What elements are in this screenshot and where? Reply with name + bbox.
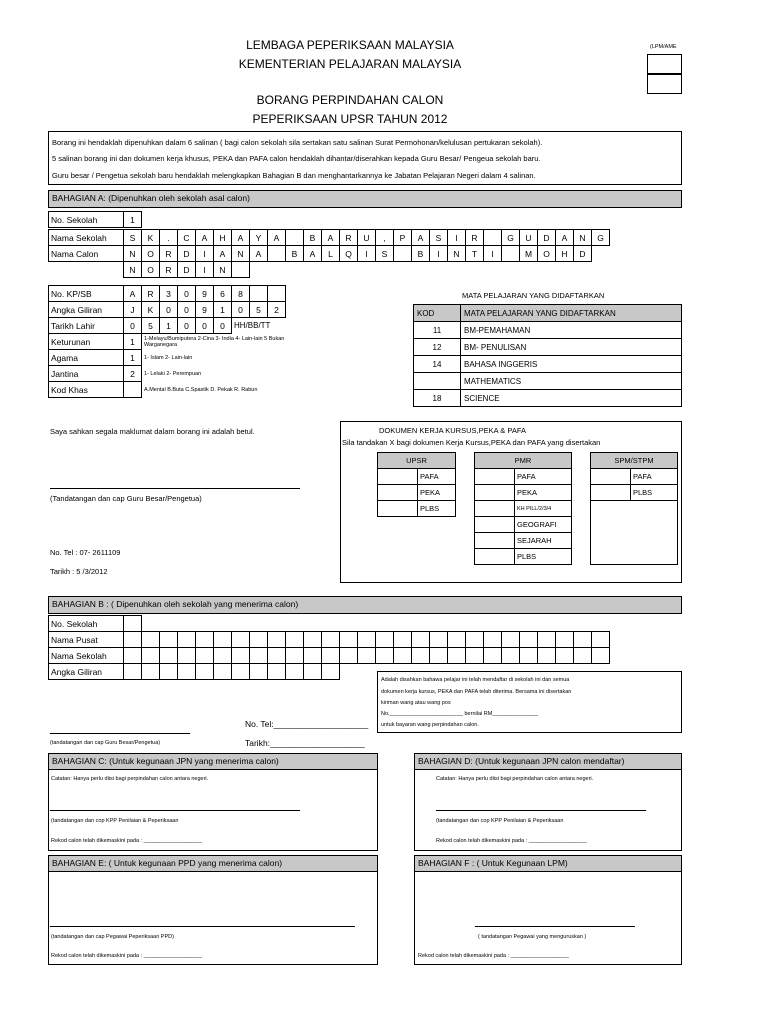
cell[interactable]: [520, 648, 538, 664]
cell[interactable]: S: [430, 230, 448, 246]
cell[interactable]: A: [304, 246, 322, 262]
cell[interactable]: B: [286, 246, 304, 262]
cell[interactable]: [142, 648, 160, 664]
cell[interactable]: N: [574, 230, 592, 246]
cell[interactable]: [430, 648, 448, 664]
cell[interactable]: [412, 632, 430, 648]
cell[interactable]: O: [142, 246, 160, 262]
cell[interactable]: [466, 648, 484, 664]
cell[interactable]: D: [178, 246, 196, 262]
cell[interactable]: 0: [124, 318, 142, 334]
cell[interactable]: 5: [250, 302, 268, 318]
keturunan-note: 1-Melayu/Bumiputera 2-Cina 3- India 4- Lain-lain 5 Bukan Warganegara: [144, 335, 285, 348]
checkbox[interactable]: [591, 469, 631, 485]
cell[interactable]: Q: [340, 246, 358, 262]
label-b-nama-pusat: Nama Pusat: [49, 632, 124, 648]
cell[interactable]: [286, 230, 304, 246]
form-title: BORANG PERPINDAHAN CALON: [256, 93, 444, 107]
label-b-angka-giliran: Angka Giliran: [49, 664, 124, 680]
cell[interactable]: [124, 664, 142, 680]
section-d-note: Catatan: Hanya perlu diisi bagi perpindahan calon antara negeri.: [436, 776, 594, 782]
instruction-line: Borang ini hendaklah dipenuhkan dalam 6 salinan ( bagi calon sekolah sila sertakan satu salinan Surat Permohonan/kelulusan pertukaran sekolah).: [52, 138, 543, 147]
cell[interactable]: [268, 664, 286, 680]
date-format-hint: HH/BB/TT: [234, 321, 271, 331]
cell[interactable]: [304, 648, 322, 664]
label-keturunan: Keturunan: [49, 334, 124, 350]
cell[interactable]: [574, 648, 592, 664]
cell[interactable]: 0: [214, 318, 232, 334]
section-b-title: BAHAGIAN B : ( Dipenuhkan oleh sekolah yang menerima calon): [48, 596, 682, 614]
cell[interactable]: [484, 632, 502, 648]
cell[interactable]: [394, 246, 412, 262]
cell[interactable]: [124, 616, 142, 632]
cell[interactable]: U: [358, 230, 376, 246]
cell[interactable]: [124, 648, 142, 664]
section-c-record: Rekod calon telah dikemaskini pada : ___________________: [51, 838, 202, 844]
notice-line: Adalah disahkan bahawa pelajar ini telah mendaftar di sekolah ini dan semua: [381, 677, 570, 683]
section-a-grid: [48, 211, 142, 228]
cell[interactable]: I: [196, 262, 214, 278]
cell[interactable]: [286, 648, 304, 664]
cell[interactable]: 1: [124, 212, 142, 228]
checkbox[interactable]: [378, 485, 418, 501]
kod-khas-note: A.Mental B.Buta C.Spastik D. Pekak R. Rabun: [144, 386, 258, 393]
cell[interactable]: I: [358, 246, 376, 262]
col-mata-pelajaran: MATA PELAJARAN YANG DIDAFTARKAN: [461, 305, 682, 322]
documents-subtitle: Sila tandakan X bagi dokumen Kerja Kursus,PEKA dan PAFA yang disertakan: [342, 438, 601, 447]
cell[interactable]: G: [502, 230, 520, 246]
doc-label: PAFA: [515, 469, 572, 485]
cell[interactable]: [466, 632, 484, 648]
cell[interactable]: N: [124, 262, 142, 278]
cell[interactable]: [538, 632, 556, 648]
checkbox[interactable]: [591, 485, 631, 501]
cell[interactable]: [250, 286, 268, 302]
section-a-title: BAHAGIAN A: (Dipenuhkan oleh sekolah asal calon): [48, 190, 682, 208]
cell[interactable]: [268, 648, 286, 664]
cell[interactable]: K: [142, 302, 160, 318]
cell[interactable]: O: [538, 246, 556, 262]
cell[interactable]: [358, 632, 376, 648]
cell[interactable]: T: [466, 246, 484, 262]
cell[interactable]: R: [160, 246, 178, 262]
cell[interactable]: [448, 648, 466, 664]
cell[interactable]: A: [196, 230, 214, 246]
checkbox[interactable]: [378, 469, 418, 485]
checkbox[interactable]: [475, 549, 515, 565]
cell[interactable]: M: [520, 246, 538, 262]
section-e-title: BAHAGIAN E: ( Untuk kegunaan PPD yang menerima calon): [48, 855, 378, 872]
checkbox[interactable]: [378, 501, 418, 517]
section-f-title: BAHAGIAN F : ( Untuk Kegunaan LPM): [414, 855, 682, 872]
cell[interactable]: [538, 648, 556, 664]
cell[interactable]: R: [466, 230, 484, 246]
cell[interactable]: Y: [250, 230, 268, 246]
cell[interactable]: [232, 632, 250, 648]
cell[interactable]: [196, 648, 214, 664]
cell[interactable]: [214, 664, 232, 680]
pmr-head: PMR: [475, 453, 572, 469]
notice-line: No.________________________ bernilai RM_______________: [381, 711, 539, 717]
cell[interactable]: [502, 246, 520, 262]
personal-details-grid: [48, 285, 286, 398]
cell[interactable]: [160, 664, 178, 680]
reference-code: (LPM/AME: [650, 44, 677, 50]
cell[interactable]: [268, 246, 286, 262]
col-kod: KOD: [414, 305, 461, 322]
subject-cell: BAHASA INGGERIS: [461, 356, 682, 373]
notice-line: untuk bayaran wang perpindahan calon.: [381, 722, 479, 728]
section-e-signature-label: (tandatangan dan cap Pegawai Peperiksaan PPD): [51, 934, 174, 940]
cell[interactable]: 0: [178, 318, 196, 334]
label-nama-sekolah: Nama Sekolah: [49, 230, 124, 246]
spacer: [591, 501, 678, 565]
label-angka-giliran: Angka Giliran: [49, 302, 124, 318]
cell[interactable]: 0: [178, 302, 196, 318]
cell[interactable]: A: [250, 246, 268, 262]
cell[interactable]: 3: [160, 286, 178, 302]
cell[interactable]: 8: [232, 286, 250, 302]
cell[interactable]: D: [538, 230, 556, 246]
cell[interactable]: [430, 632, 448, 648]
cell[interactable]: [502, 632, 520, 648]
cell[interactable]: [394, 632, 412, 648]
checkbox[interactable]: [475, 501, 515, 517]
signature-line: [50, 488, 300, 489]
cell[interactable]: A: [214, 246, 232, 262]
signature-label: (Tandatangan dan cap Guru Besar/Pengetua): [50, 494, 202, 503]
cell[interactable]: 0: [196, 318, 214, 334]
section-d-title: BAHAGIAN D: (Untuk kegunaan JPN calon mendaftar): [414, 753, 682, 770]
signature-line: [50, 926, 355, 927]
cell[interactable]: N: [214, 262, 232, 278]
checkbox[interactable]: [475, 469, 515, 485]
instruction-line: 5 salinan borang ini dan dokumen kerja khusus, PEKA dan PAFA calon hendaklah dihantar/diserahkan kepada Guru Besar/ Pengeua sekolah baru.: [52, 154, 541, 163]
subject-cell: BM- PENULISAN: [461, 339, 682, 356]
cell[interactable]: [124, 382, 142, 398]
cell[interactable]: I: [484, 246, 502, 262]
cell[interactable]: A: [556, 230, 574, 246]
cell[interactable]: [178, 664, 196, 680]
cell[interactable]: H: [214, 230, 232, 246]
subjects-table: [413, 304, 682, 407]
org-name-2: KEMENTERIAN PELAJARAN MALAYSIA: [238, 57, 462, 71]
subjects-heading: MATA PELAJARAN YANG DIDAFTARKAN: [462, 291, 605, 300]
cell[interactable]: [484, 648, 502, 664]
cell[interactable]: 0: [160, 302, 178, 318]
cell[interactable]: I: [430, 246, 448, 262]
cell[interactable]: 2: [124, 366, 142, 382]
cell[interactable]: B: [412, 246, 430, 262]
cell[interactable]: A: [322, 230, 340, 246]
doc-label: PLBS: [418, 501, 456, 517]
row-no-sekolah: [49, 212, 142, 228]
cell[interactable]: [340, 648, 358, 664]
cell[interactable]: [214, 648, 232, 664]
doc-label: PEKA: [515, 485, 572, 501]
cell[interactable]: [322, 632, 340, 648]
org-name-1: LEMBAGA PEPERIKSAAN MALAYSIA: [246, 38, 454, 52]
cell[interactable]: H: [556, 246, 574, 262]
section-e-record: Rekod calon telah dikemaskini pada : ___________________: [51, 953, 202, 959]
cell[interactable]: 0: [178, 286, 196, 302]
cell[interactable]: 0: [232, 302, 250, 318]
cell[interactable]: S: [124, 230, 142, 246]
nama-sekolah-grid: [48, 229, 610, 278]
cell[interactable]: 9: [196, 286, 214, 302]
spm-table: [590, 452, 678, 565]
label-agama: Agama: [49, 350, 124, 366]
agama-note: 1- Islam 2- Lain-lain: [144, 354, 193, 361]
cell[interactable]: U: [520, 230, 538, 246]
spacer: [49, 262, 124, 278]
section-b-notice: [377, 671, 682, 733]
kod-cell: 11: [414, 322, 461, 339]
telephone: No. Tel : 07- 2611109: [50, 548, 121, 557]
label-nama-calon: Nama Calon: [49, 246, 124, 262]
cell[interactable]: 1: [124, 334, 142, 350]
doc-label: PEKA: [418, 485, 456, 501]
doc-label: PAFA: [631, 469, 678, 485]
documents-title: DOKUMEN KERJA KURSUS,PEKA & PAFA: [379, 426, 526, 435]
cell[interactable]: R: [340, 230, 358, 246]
doc-label: PAFA: [418, 469, 456, 485]
section-f-signature-label: ( tandatangan Pegawai yang menguruskan ): [478, 934, 587, 940]
cell[interactable]: [160, 648, 178, 664]
cell[interactable]: [358, 648, 376, 664]
signature-line: [50, 810, 300, 811]
label-no-sekolah: No. Sekolah: [49, 212, 124, 228]
cell[interactable]: [502, 648, 520, 664]
notice-line: dokumen kerja kursus, PEKA dan PAFA telah diterima. Bersama ini disertakan: [381, 689, 572, 695]
cell[interactable]: R: [160, 262, 178, 278]
cell[interactable]: [322, 664, 340, 680]
cell[interactable]: L: [322, 246, 340, 262]
cell[interactable]: [448, 632, 466, 648]
date: Tarikh : 5 /3/2012: [50, 567, 108, 576]
subject-cell: SCIENCE: [461, 390, 682, 407]
spacer: [592, 246, 610, 262]
pmr-table: [474, 452, 572, 565]
cell[interactable]: [304, 632, 322, 648]
cell[interactable]: [520, 632, 538, 648]
cell[interactable]: [592, 648, 610, 664]
upsr-table: [377, 452, 456, 517]
signature-line: [50, 733, 190, 734]
cell[interactable]: G: [592, 230, 610, 246]
cell[interactable]: [142, 664, 160, 680]
exam-title: PEPERIKSAAN UPSR TAHUN 2012: [252, 112, 448, 126]
cell[interactable]: K: [142, 230, 160, 246]
cell[interactable]: [178, 648, 196, 664]
cell[interactable]: [484, 230, 502, 246]
cell[interactable]: A: [412, 230, 430, 246]
section-c-note: Catatan: Hanya perlu diisi bagi perpindahan calon antara negeri.: [51, 776, 209, 782]
cell[interactable]: P: [394, 230, 412, 246]
ref-box-1[interactable]: [647, 54, 682, 74]
kod-cell: 12: [414, 339, 461, 356]
cell[interactable]: [196, 632, 214, 648]
section-c-signature-label: (tandatangan dan cop KPP Penilaian & Peperiksaan: [51, 818, 179, 824]
signature-line: [475, 926, 635, 927]
cell[interactable]: 1: [214, 302, 232, 318]
cell[interactable]: [142, 632, 160, 648]
cell[interactable]: [304, 664, 322, 680]
cell[interactable]: [574, 632, 592, 648]
cell[interactable]: [232, 664, 250, 680]
cell[interactable]: [250, 632, 268, 648]
cell[interactable]: [322, 648, 340, 664]
label-tarikh-lahir: Tarikh Lahir: [49, 318, 124, 334]
cell[interactable]: ,: [376, 230, 394, 246]
cell[interactable]: 1: [160, 318, 178, 334]
cell[interactable]: [286, 632, 304, 648]
cell[interactable]: B: [304, 230, 322, 246]
cell[interactable]: [250, 664, 268, 680]
kod-cell: [414, 373, 461, 390]
section-c-title: BAHAGIAN C: (Untuk kegunaan JPN yang menerima calon): [48, 753, 378, 770]
cell[interactable]: A: [232, 230, 250, 246]
doc-label: PLBS: [631, 485, 678, 501]
cell[interactable]: [250, 648, 268, 664]
declaration-text: Saya sahkan segala maklumat dalam borang ini adalah betul.: [50, 427, 255, 436]
section-b-tel: No. Tel:____________________: [245, 719, 369, 729]
label-kp: No. KP/SB: [49, 286, 124, 302]
cell[interactable]: D: [574, 246, 592, 262]
spm-head: SPM/STPM: [591, 453, 678, 469]
cell[interactable]: [412, 648, 430, 664]
label-kod-khas: Kod Khas: [49, 382, 124, 398]
cell[interactable]: [286, 664, 304, 680]
cell[interactable]: A: [268, 230, 286, 246]
cell[interactable]: [160, 632, 178, 648]
label-jantina: Jantina: [49, 366, 124, 382]
cell[interactable]: D: [178, 262, 196, 278]
cell[interactable]: [592, 632, 610, 648]
section-d-record: Rekod calon telah dikemaskini pada : ___________________: [436, 838, 587, 844]
cell[interactable]: [556, 632, 574, 648]
cell[interactable]: [178, 632, 196, 648]
doc-label: SEJARAH: [515, 533, 572, 549]
section-b-signature-label: (tandatangan dan cap Guru Besar/Pengetua): [50, 740, 161, 746]
cell[interactable]: [394, 648, 412, 664]
cell[interactable]: O: [142, 262, 160, 278]
cell[interactable]: [556, 648, 574, 664]
cell[interactable]: [340, 632, 358, 648]
cell[interactable]: 5: [142, 318, 160, 334]
cell[interactable]: N: [448, 246, 466, 262]
cell[interactable]: [232, 648, 250, 664]
ref-box-2[interactable]: [647, 74, 682, 94]
cell[interactable]: 1: [124, 350, 142, 366]
cell[interactable]: [232, 262, 250, 278]
upsr-head: UPSR: [378, 453, 456, 469]
cell[interactable]: [214, 632, 232, 648]
cell[interactable]: N: [232, 246, 250, 262]
label-b-nama-sekolah: Nama Sekolah: [49, 648, 124, 664]
jantina-note: 1- Lelaki 2- Perempuan: [144, 370, 202, 377]
cell[interactable]: I: [448, 230, 466, 246]
cell[interactable]: S: [376, 246, 394, 262]
signature-line: [436, 810, 646, 811]
cell[interactable]: J: [124, 302, 142, 318]
cell[interactable]: [268, 632, 286, 648]
kod-cell: 14: [414, 356, 461, 373]
cell[interactable]: [268, 286, 286, 302]
cell[interactable]: [124, 632, 142, 648]
cell[interactable]: N: [124, 246, 142, 262]
section-d-signature-label: (tandatangan dan cop KPP Penilaian & Peperiksaan: [436, 818, 564, 824]
cell[interactable]: R: [142, 286, 160, 302]
section-b-tarikh: Tarikh:____________________: [245, 738, 365, 748]
doc-label: KH PILL/2/3/4: [515, 501, 572, 517]
subject-cell: BM-PEMAHAMAN: [461, 322, 682, 339]
cell[interactable]: [376, 632, 394, 648]
cell[interactable]: C: [178, 230, 196, 246]
cell[interactable]: 6: [214, 286, 232, 302]
cell[interactable]: .: [160, 230, 178, 246]
cell[interactable]: 2: [268, 302, 286, 318]
cell[interactable]: I: [196, 246, 214, 262]
label-b-no-sekolah: No. Sekolah: [49, 616, 124, 632]
instruction-line: Guru besar / Pengetua sekolah baru hendaklah melengkapkan Bahagian B dan menghantarkannya ke Jabatan Pelajaran Negeri dalam 4 salinan.: [52, 171, 536, 180]
checkbox[interactable]: [475, 485, 515, 501]
doc-label: GEOGRAFI: [515, 517, 572, 533]
instructions-box: [48, 131, 682, 185]
doc-label: PLBS: [515, 549, 572, 565]
cell[interactable]: [376, 648, 394, 664]
checkbox[interactable]: [475, 517, 515, 533]
section-f-record: Rekod calon telah dikemaskini pada : ___________________: [418, 953, 569, 959]
notice-line: kiriman wang atau wang pos: [381, 700, 451, 706]
subject-cell: MATHEMATICS: [461, 373, 682, 390]
cell[interactable]: A: [124, 286, 142, 302]
kod-cell: 18: [414, 390, 461, 407]
cell[interactable]: 9: [196, 302, 214, 318]
checkbox[interactable]: [475, 533, 515, 549]
cell[interactable]: [196, 664, 214, 680]
